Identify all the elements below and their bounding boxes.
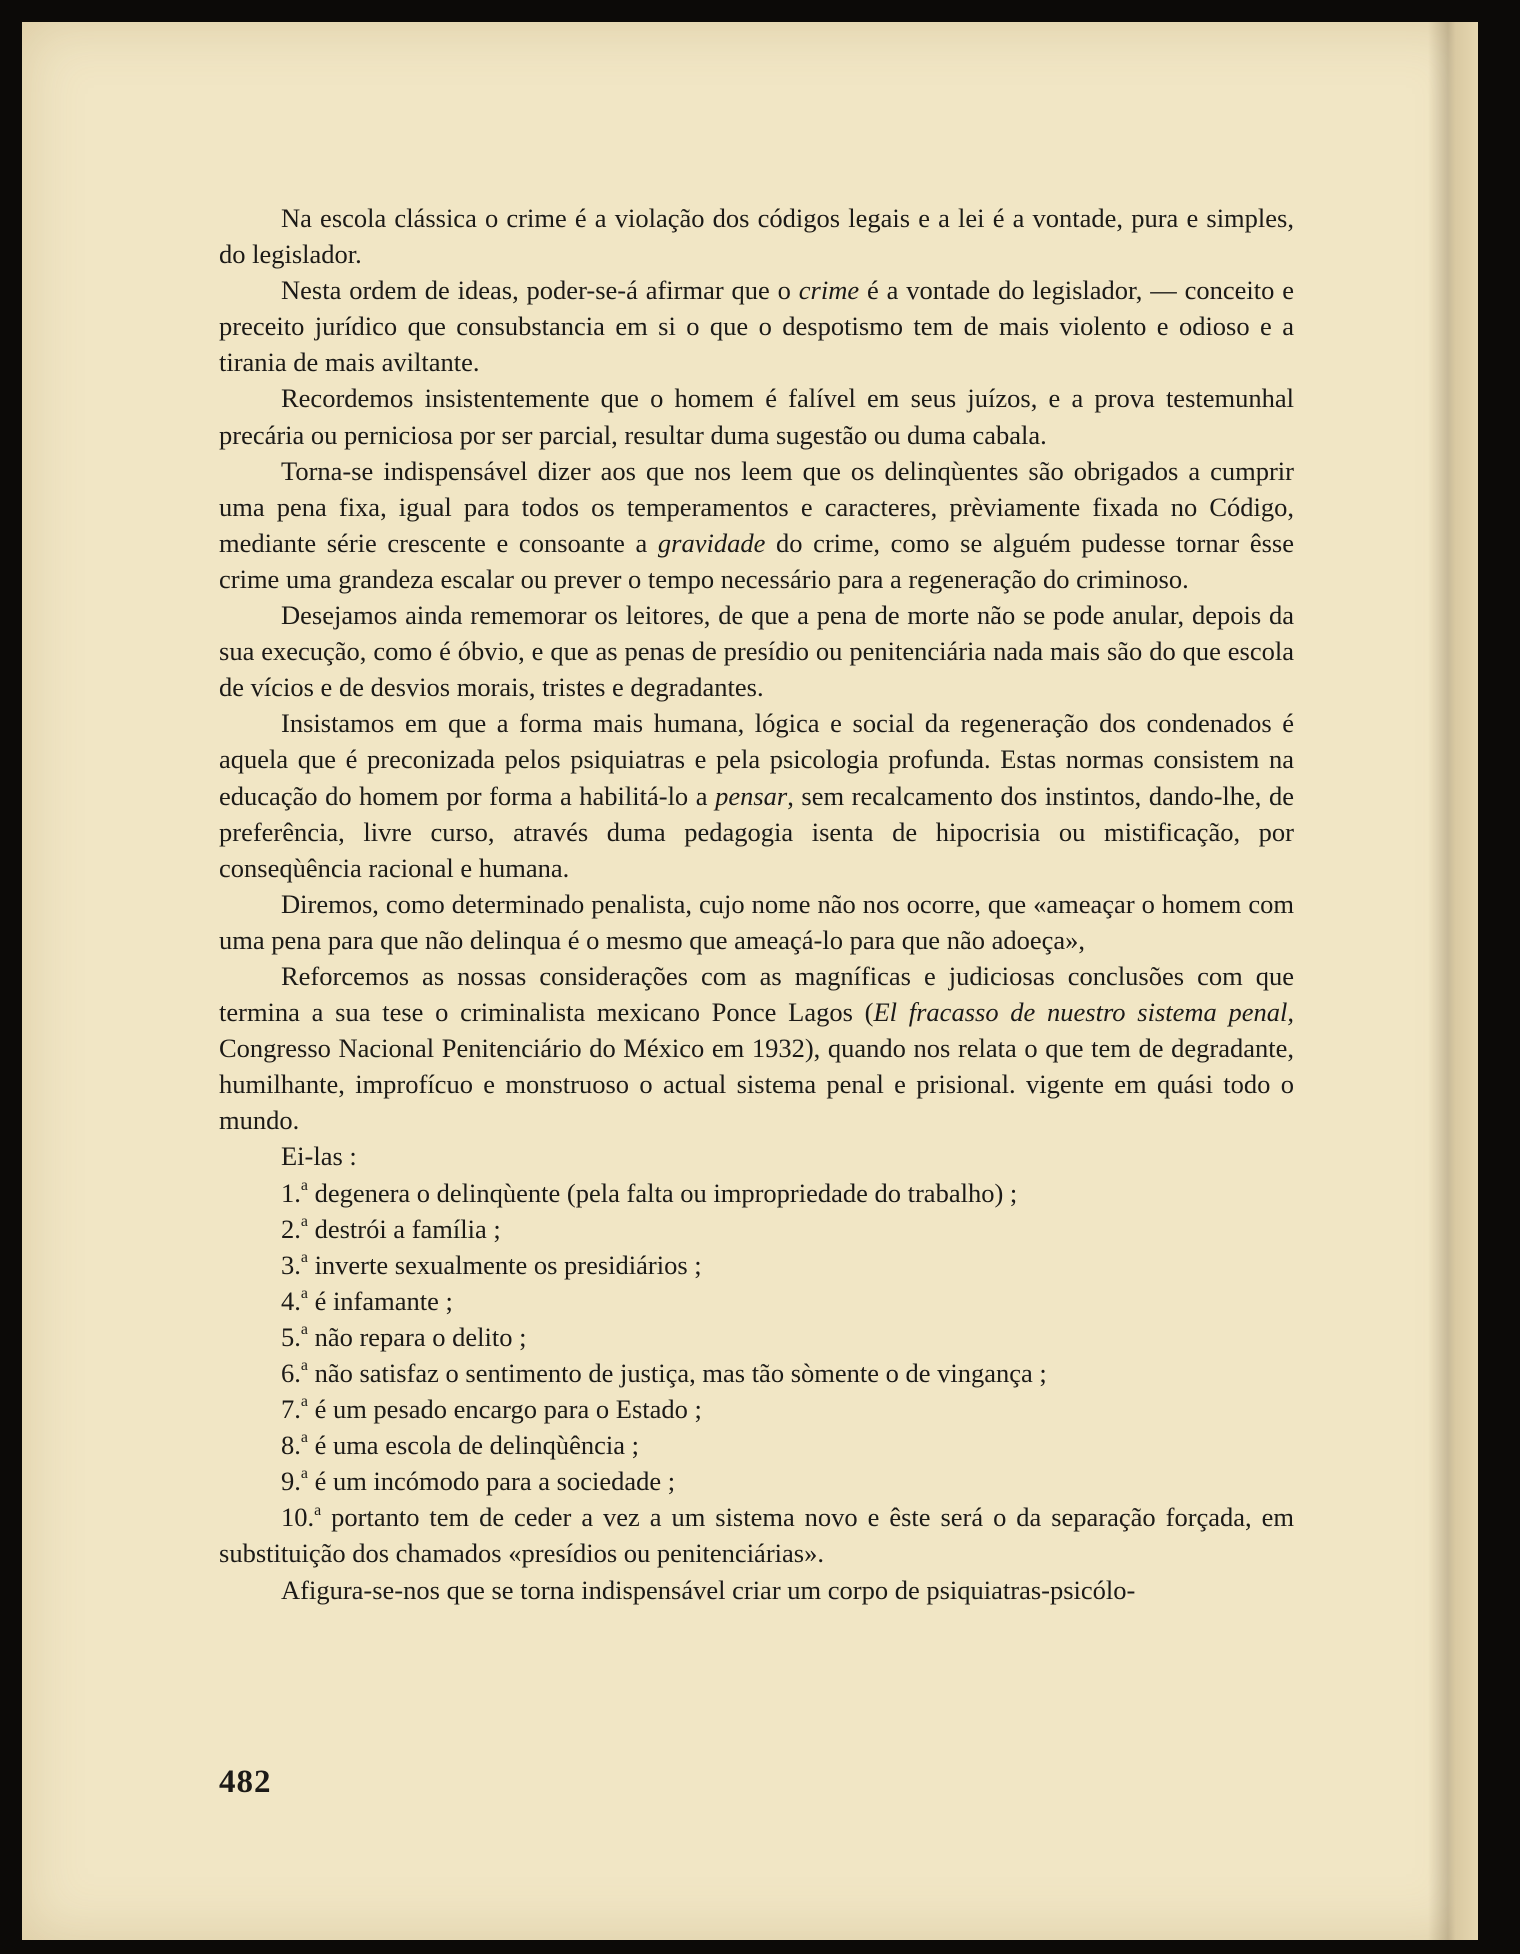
paragraph-list	[219, 200, 1294, 1175]
list-item-text: é uma escola de delinqùência ;	[307, 1430, 640, 1461]
italic-text: gravidade	[657, 527, 766, 558]
italic-text: El fracasso de nuestro sistema penal,	[873, 997, 1295, 1028]
ordinal-marker: a	[300, 1357, 308, 1375]
text-run: Desejamos ainda rememorar os leitores, de que a pena de morte não se pode anular, depois da sua execução, como é óbvio, e que as penas de presídio ou penitenciária nada mais são do que escola de vícios e de desvios morais, tristes e degradantes.	[219, 600, 1294, 703]
list-item-text: degenera o delinqùente (pela falta ou impropriedade do trabalho) ;	[307, 1177, 1018, 1208]
list-item-number: 1.	[281, 1177, 301, 1208]
paragraph	[219, 453, 1294, 597]
list-item	[219, 1499, 1294, 1571]
list-item-text: não repara o delito ;	[307, 1321, 527, 1352]
list-item-text: é infamante ;	[307, 1285, 453, 1316]
text-run: Torna-se indispensável dizer aos que nos leem que os delinqùentes são obrigados a cumprir uma pena fixa, igual para todos os temperamentos e caracteres, prèviamente fixada no Código, mediante série crescente e consoante a	[219, 455, 1294, 558]
text-run: do crime, como se alguém pudesse tornar êsse crime uma grandeza escalar ou prever o tempo necessário para a regeneração do criminoso.	[219, 527, 1294, 594]
page-edge-shadow	[1428, 22, 1478, 1940]
ordinal-marker: a	[300, 1321, 308, 1339]
list-item	[219, 1427, 1294, 1463]
paragraph	[219, 705, 1294, 885]
ordinal-marker: a	[300, 1284, 308, 1302]
list-item	[219, 1211, 1294, 1247]
paragraph	[219, 958, 1294, 1138]
body-text	[219, 200, 1294, 1608]
paragraph	[219, 1138, 1294, 1174]
list-item-number: 9.	[281, 1466, 301, 1497]
list-item-number: 10.	[281, 1502, 315, 1533]
paragraph	[219, 380, 1294, 452]
list-item	[219, 1463, 1294, 1499]
list-item-number: 8.	[281, 1430, 301, 1461]
list-item-number: 5.	[281, 1321, 301, 1352]
paragraph	[219, 597, 1294, 705]
paragraph	[219, 886, 1294, 958]
list-item	[219, 1355, 1294, 1391]
text-run: Ei-las :	[281, 1141, 357, 1172]
list-item-text: é um pesado encargo para o Estado ;	[307, 1394, 702, 1425]
italic-text: pensar	[715, 780, 788, 811]
paragraph	[219, 200, 1294, 272]
text-run: Reforcemos as nossas considerações com as magníficas e judiciosas conclusões com que termina a sua tese o criminalista mexicano Ponce Lagos (	[219, 960, 1294, 1028]
list-item	[219, 1283, 1294, 1319]
list-item-number: 7.	[281, 1394, 301, 1425]
ordinal-marker: a	[300, 1465, 308, 1483]
text-run: , sem recalcamento dos instintos, dando-lhe, de preferência, livre curso, através duma pedagogia isenta de hipocrisia ou mistificação, por conseqùência racional e humana.	[219, 780, 1294, 883]
text-run: Congresso Nacional Penitenciário do México em 1932), quando nos relata o que tem de degradante, humilhante, improfícuo e monstruoso o actual sistema penal e prisional. vigente em quási todo o mundo.	[219, 1033, 1294, 1136]
list-item-text: portanto tem de ceder a vez a um sistema novo e êste será o da separação forçada, em substituição dos chamados «presídios ou penitenciárias».	[219, 1502, 1294, 1569]
list-item	[219, 1247, 1294, 1283]
list-item-text: é um incómodo para a sociedade ;	[307, 1466, 676, 1497]
italic-text: crime	[798, 275, 860, 306]
ordinal-marker: a	[300, 1248, 308, 1266]
text-run: é a vontade do legislador, — conceito e preceito jurídico que consubstancia em si o que o despotismo tem de mais violento e odioso e a tirania de mais aviltante.	[219, 275, 1294, 378]
text-run: Na escola clássica o crime é a violação dos códigos legais e a lei é a vontade, pura e simples, do legislador.	[219, 203, 1294, 270]
text-run: Insistamos em que a forma mais humana, lógica e social da regeneração dos condenados é aquela que é preconizada pelos psiquiatras e pela psicologia profunda. Estas normas consistem na educação do homem por forma a habilitá-lo a	[219, 708, 1294, 811]
list-item-number: 3.	[281, 1249, 301, 1280]
paragraph	[219, 272, 1294, 380]
list-item-number: 6.	[281, 1358, 301, 1388]
list-item-number: 2.	[281, 1213, 301, 1244]
text-run: Diremos, como determinado penalista, cujo nome não nos ocorre, que «ameaçar o homem com uma pena para que não delinqua é o mesmo que ameaçá-lo para que não adoeça»,	[219, 888, 1294, 955]
list-item	[219, 1175, 1294, 1211]
list-item	[219, 1319, 1294, 1355]
ordinal-marker: a	[300, 1393, 308, 1411]
list-item-number: 4.	[281, 1285, 301, 1316]
text-run: Recordemos insistentemente que o homem é falível em seus juízos, e a prova testemunhal precária ou perniciosa por ser parcial, resultar duma sugestão ou duma cabala.	[219, 383, 1294, 450]
page-number: 482	[219, 1764, 272, 1800]
numbered-list	[219, 1175, 1294, 1572]
ordinal-marker: a	[314, 1501, 322, 1519]
text-run: Nesta ordem de ideas, poder-se-á afirmar que o	[281, 275, 799, 306]
list-item-text: destrói a família ;	[307, 1213, 501, 1244]
book-page	[22, 22, 1478, 1940]
list-item-text: inverte sexualmente os presidiários ;	[307, 1249, 702, 1280]
closing-line: Afigura-se-nos que se torna indispensável criar um corpo de psiquiatras-psicólo-	[281, 1574, 1136, 1605]
list-item	[219, 1391, 1294, 1427]
list-item-text: não satisfaz o sentimento de justiça, mas tão sòmente o de vingança ;	[307, 1358, 1047, 1388]
ordinal-marker: a	[300, 1176, 308, 1194]
ordinal-marker: a	[300, 1212, 308, 1230]
ordinal-marker: a	[300, 1429, 308, 1447]
